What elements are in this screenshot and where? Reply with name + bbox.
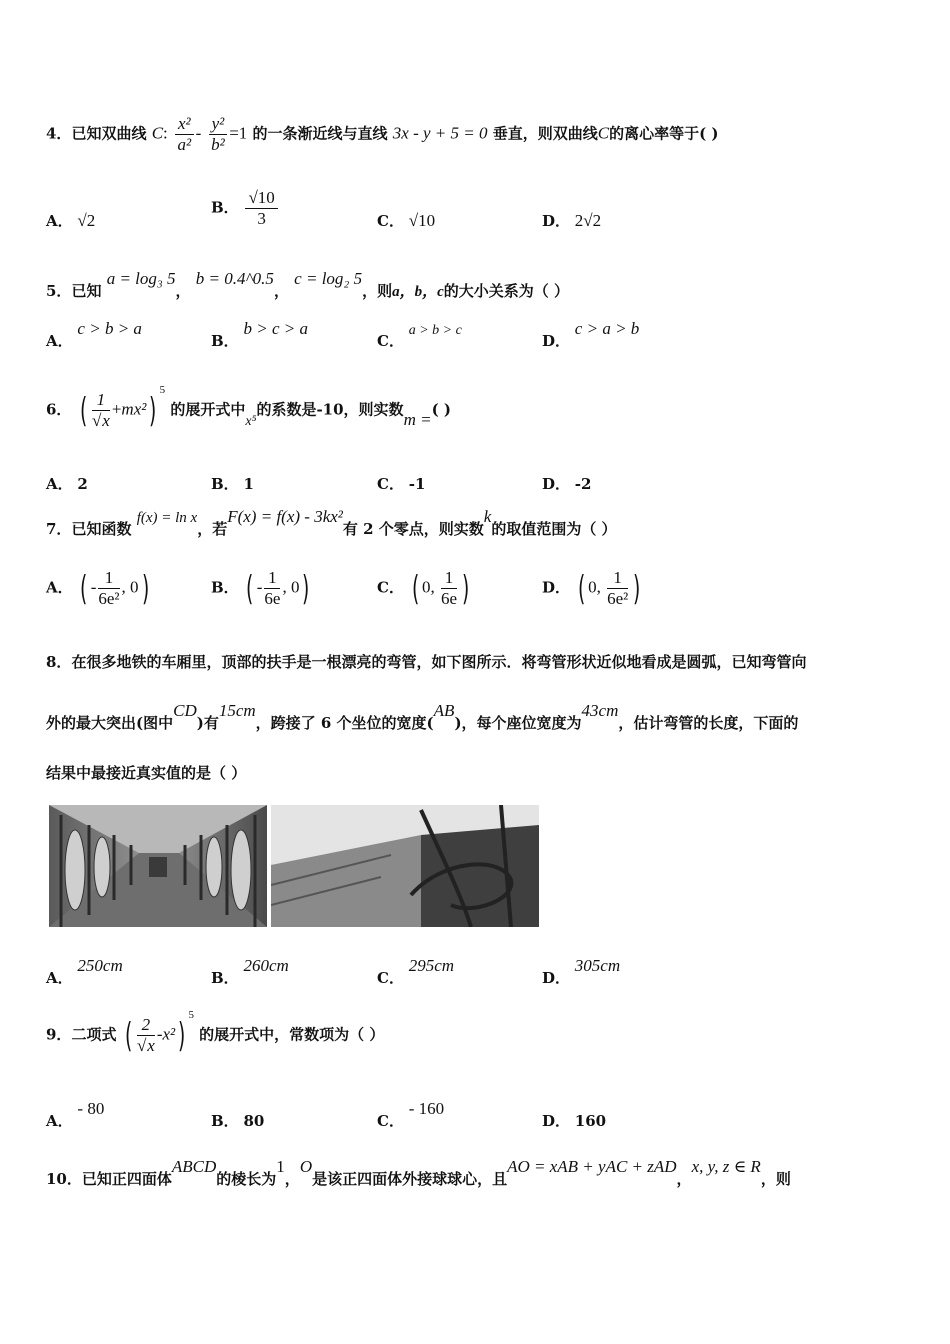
option-d[interactable]: D． ( 0, $\frac{1}{\text{6e²}}$ ) bbox=[542, 568, 641, 609]
question-5: 5．已知 a = log₃ 5， b = 0.4^0.5， c = log₂ 5，则a，b，c的大小关系为（ ） bbox=[46, 269, 569, 300]
question-number: 5． bbox=[46, 282, 72, 300]
option-b[interactable]: B． 260cm bbox=[211, 956, 289, 987]
question-7: 7．已知函数 f(x) = ln x，若F(x) = f(x) - 3kx²有 2 个零点，则实数k的取值范围为（ ） bbox=[46, 507, 617, 538]
option-b[interactable]: B． 1 bbox=[211, 475, 254, 493]
question-text: 已知函数 bbox=[71, 520, 132, 538]
option-a[interactable]: A． 2 bbox=[46, 475, 88, 493]
option-c[interactable]: C． - 160 bbox=[377, 1099, 445, 1130]
question-10: 10．已知正四面体ABCD的棱长为1，O是该正四面体外接球球心，且AO = xAB + yAC + zAD，x, y, z ∈ R，则 bbox=[46, 1157, 791, 1188]
option-d[interactable]: D． 2√2 bbox=[542, 211, 602, 230]
question-text: 已知 bbox=[71, 282, 102, 300]
curve-label: C bbox=[151, 123, 164, 143]
option-d[interactable]: D． 305cm bbox=[542, 956, 621, 987]
question-text: 已知双曲线 bbox=[71, 124, 147, 143]
option-d[interactable]: D． -2 bbox=[542, 475, 592, 493]
center-label: O bbox=[299, 1157, 313, 1176]
seat-width-value: 43cm bbox=[581, 701, 619, 720]
curved-handrail-photo bbox=[271, 805, 539, 927]
question-text: 有 2 个零点，则实数 bbox=[342, 520, 484, 538]
question-text: 垂直，则双曲线 bbox=[492, 124, 598, 143]
tetrahedron-label: ABCD bbox=[171, 1157, 217, 1176]
a-expression: a = log₃ 5 bbox=[106, 269, 176, 288]
option-a[interactable]: A． ( - $\frac{1}{\text{6e²}}$ , 0) bbox=[46, 568, 149, 609]
cd-label: CD bbox=[173, 701, 197, 720]
option-d[interactable]: D． 160 bbox=[542, 1112, 607, 1130]
option-c[interactable]: C． ( 0, $\frac{1}{6e}$ ) bbox=[377, 568, 470, 609]
option-b[interactable]: B． 80 bbox=[211, 1112, 265, 1130]
question-number: 10． bbox=[46, 1170, 82, 1188]
F-expression: F(x) = f(x) - 3kx² bbox=[227, 507, 343, 526]
question-text: 的一条渐近线与直线 bbox=[252, 124, 388, 143]
term: x⁵ bbox=[245, 413, 257, 429]
question-text: 二项式 bbox=[71, 1025, 117, 1044]
question-text: 的系数是-10，则实数 bbox=[256, 400, 404, 419]
variables: a，b，c bbox=[392, 284, 444, 300]
option-c[interactable]: C． √10 bbox=[377, 211, 436, 230]
question-8 bbox=[46, 651, 806, 672]
fraction-x2-a2: $\frac{\text{x²}}{\text{a²}}$ bbox=[175, 114, 194, 155]
question-number: 7． bbox=[46, 520, 72, 538]
edge-length: 1 bbox=[276, 1157, 285, 1176]
question-6: 6． ( $\frac{1}{√x}$ +mx²)$^5$ 的展开式中x⁵的系数是-10，则实数m =( ) bbox=[46, 383, 451, 431]
b-expression: b = 0.4^0.5 bbox=[195, 269, 274, 288]
ab-label: AB bbox=[433, 701, 455, 720]
question-text: 的展开式中 bbox=[170, 400, 246, 419]
c-expression: c = log₂ 5 bbox=[294, 269, 363, 288]
f-expression: f(x) = ln x bbox=[136, 510, 198, 526]
question-text: 已知正四面体 bbox=[81, 1170, 172, 1188]
curve-label: C bbox=[597, 123, 610, 143]
unknown-m: m = bbox=[403, 409, 432, 429]
subway-car-photo bbox=[49, 805, 267, 927]
option-b[interactable]: B． $\frac{√10}{3}$ bbox=[211, 188, 280, 229]
option-c[interactable]: C． -1 bbox=[377, 475, 426, 493]
option-c[interactable]: C． 295cm bbox=[377, 956, 455, 987]
option-a[interactable]: A． √2 bbox=[46, 211, 96, 230]
question-9: 9．二项式 ( $\frac{2}{√x}$ -x²)$^5$ 的展开式中，常数项为（ ） bbox=[46, 1008, 385, 1056]
option-b[interactable]: B． b > c > a bbox=[211, 319, 308, 350]
fraction-y2-b2: $\frac{\text{y²}}{\text{b²}}$ bbox=[209, 114, 228, 155]
question-number: 4． bbox=[46, 124, 72, 143]
question-8-line-3: 结果中最接近真实值的是（ ） bbox=[46, 764, 247, 782]
option-a[interactable]: A． c > b > a bbox=[46, 319, 142, 350]
question-text: 在很多地铁的车厢里，顶部的扶手是一根漂亮的弯管，如下图所示．将弯管形状近似地看成是圆弧，已知弯管向 bbox=[71, 653, 807, 671]
option-d[interactable]: D． c > a > b bbox=[542, 319, 640, 350]
line-equation: 3x - y + 5 = 0 bbox=[392, 123, 488, 143]
option-a[interactable]: A． - 80 bbox=[46, 1099, 105, 1130]
xyz-domain: x, y, z ∈ R bbox=[691, 1157, 761, 1176]
k-variable: k bbox=[483, 507, 492, 526]
protrusion-value: 15cm bbox=[218, 701, 256, 720]
vector-equation: AO = xAB + yAC + zAD bbox=[507, 1157, 677, 1176]
question-number: 6． bbox=[46, 400, 72, 419]
option-b[interactable]: B． ( - $\frac{1}{6e}$ , 0) bbox=[211, 568, 310, 609]
question-text: 的离心率等于( ) bbox=[609, 124, 719, 143]
question-4: 4．已知双曲线 C: $\frac{\text{x²}}{\text{a²}}$ - $\frac{\text{y²}}{\text{b²}}$ =1 的一条渐近线与直线 3x - y + 5 = 0 垂直，则双曲线C的离心率等于( ) bbox=[46, 114, 719, 154]
question-number: 9． bbox=[46, 1025, 72, 1044]
question-number: 8． bbox=[46, 653, 72, 671]
option-c[interactable]: C． a > b > c bbox=[377, 323, 462, 350]
option-a[interactable]: A． 250cm bbox=[46, 956, 123, 987]
question-text: 的展开式中，常数项为（ ） bbox=[199, 1025, 385, 1044]
question-8-line-2: 外的最大突出(图中CD)有15cm，跨接了 6 个坐位的宽度(AB)，每个座位宽度为43cm，估计弯管的长度，下面的 bbox=[46, 701, 799, 732]
